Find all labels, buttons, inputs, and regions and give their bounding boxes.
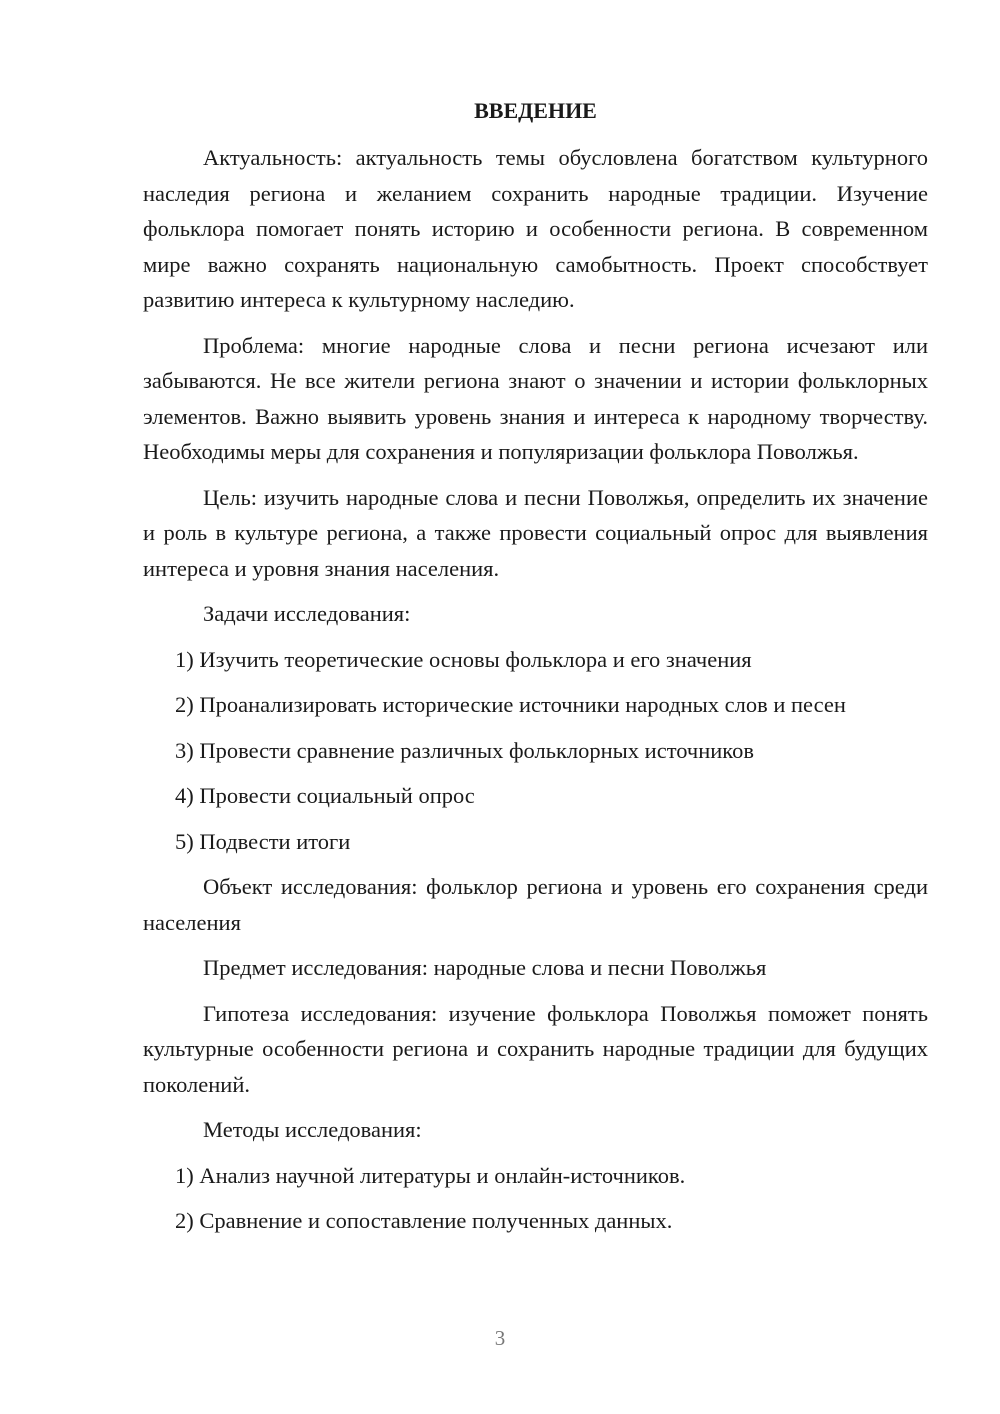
hypothesis-paragraph: Гипотеза исследования: изучение фольклора Поволжья поможет понять культурные особенности региона и сохранить народные традиции для будущих поколений. [143, 1000, 928, 1097]
methods-title: Методы исследования: [203, 1117, 422, 1142]
list-item: 5) Подвести итоги [175, 828, 351, 854]
problem-paragraph: Проблема: многие народные слова и песни региона исчезают или забываются. Не все жители региона знают о значении и истории фольклорных элементов. Важно выявить уровень знания и интереса к народному творчеству. Необходимы меры для сохранения и популяризации фольклора Поволжья. [143, 332, 928, 464]
section-heading: ВВЕДЕНИЕ [474, 98, 597, 123]
subject-paragraph: Предмет исследования: народные слова и песни Поволжья [203, 955, 767, 980]
list-item: 4) Провести социальный опрос [175, 783, 475, 808]
object-paragraph: Объект исследования: фольклор региона и уровень его сохранения среди населения [143, 874, 928, 935]
list-item: 1) Анализ научной литературы и онлайн-источников. [175, 1162, 686, 1188]
tasks-list [143, 642, 928, 860]
relevance-paragraph: Актуальность: актуальность темы обусловлена богатством культурного наследия региона и желанием сохранить народные традиции. Изучение фольклора помогает понять историю и особенности региона. В современном мире важно сохранять национальную самобытность. Проект способствует развитию интереса к культурному наследию. [143, 145, 928, 312]
tasks-title: Задачи исследования: [203, 601, 411, 626]
list-item: 2) Проанализировать исторические источники народных слов и песен [175, 692, 846, 717]
goal-paragraph: Цель: изучить народные слова и песни Поволжья, определить их значение и роль в культуре региона, а также провести социальный опрос для выявления интереса и уровня знания населения. [143, 484, 928, 581]
page-number: 3 [494, 1326, 506, 1350]
list-item: 2) Сравнение и сопоставление полученных данных. [175, 1208, 673, 1233]
document-page [143, 93, 928, 1249]
list-item: 3) Провести сравнение различных фольклорных источников [175, 737, 754, 763]
list-item: 1) Изучить теоретические основы фольклора и его значения [175, 646, 752, 672]
methods-list [143, 1158, 928, 1239]
